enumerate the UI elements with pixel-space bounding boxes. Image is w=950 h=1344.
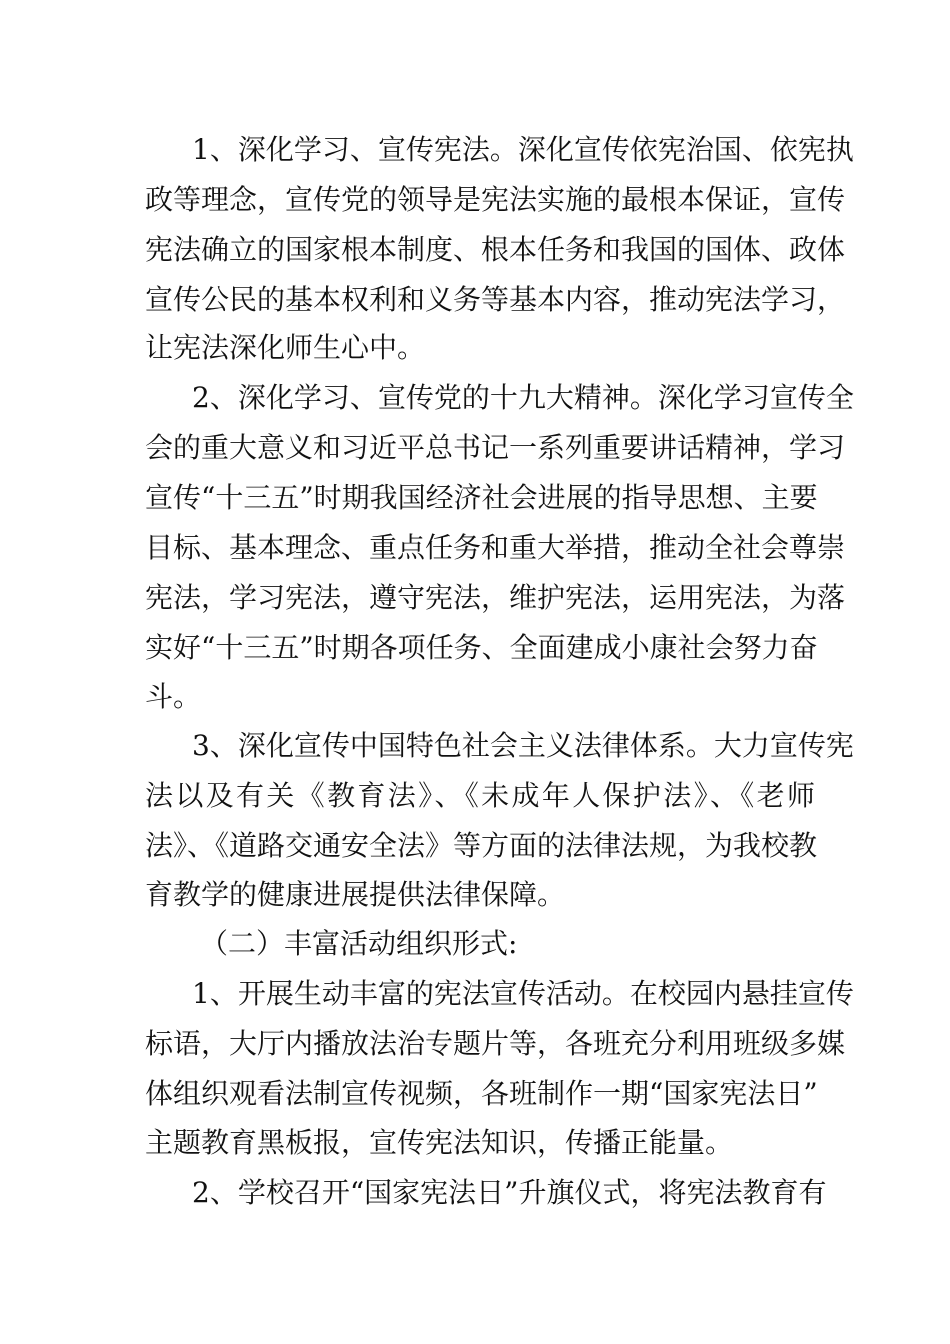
paragraph-1-line-1: 1、深化学习、宣传宪法。深化宣传依宪治国、依宪执 — [192, 133, 854, 166]
paragraph-1-line-5: 让宪法深化师生心中。 — [145, 331, 426, 364]
paragraph-4-line-1: 1、开展生动丰富的宪法宣传活动。在校园内悬挂宣传 — [192, 977, 854, 1010]
paragraph-4-line-2: 标语，大厅内播放法治专题片等，各班充分利用班级多媒 — [145, 1027, 846, 1060]
paragraph-1-line-4: 宣传公民的基本权利和义务等基本内容，推动宪法学习， — [145, 283, 846, 316]
paragraph-5-line-1: 2、学校召开“国家宪法日”升旗仪式，将宪法教育有 — [192, 1176, 827, 1209]
paragraph-4-line-3: 体组织观看法制宣传视频，各班制作一期“国家宪法日” — [145, 1077, 818, 1110]
paragraph-2-line-5: 宪法，学习宪法，遵守宪法，维护宪法，运用宪法，为落 — [145, 581, 846, 614]
paragraph-2-line-3: 宣传“十三五”时期我国经济社会进展的指导思想、主要 — [145, 481, 818, 514]
paragraph-2-line-7: 斗。 — [145, 680, 202, 713]
paragraph-2-line-6: 实好“十三五”时期各项任务、全面建成小康社会努力奋 — [145, 631, 818, 664]
paragraph-3-line-1: 3、深化宣传中国特色社会主义法律体系。大力宣传宪 — [192, 729, 854, 762]
paragraph-3-line-2: 法以及有关《教育法》、《未成年人保护法》、《老师 — [145, 779, 815, 812]
paragraph-2-line-2: 会的重大意义和习近平总书记一系列重要讲话精神，学习 — [145, 431, 846, 464]
paragraph-3-line-4: 育教学的健康进展提供法律保障。 — [145, 878, 566, 911]
paragraph-1-line-2: 政等理念，宣传党的领导是宪法实施的最根本保证，宣传 — [145, 183, 846, 216]
paragraph-4-line-4: 主题教育黑板报，宣传宪法知识，传播正能量。 — [145, 1126, 734, 1159]
paragraph-2-line-1: 2、深化学习、宣传党的十九大精神。深化学习宣传全 — [192, 381, 854, 414]
section-heading: （二）丰富活动组织形式: — [200, 927, 518, 960]
paragraph-3-line-3: 法》、《道路交通安全法》等方面的法律法规，为我校教 — [145, 829, 818, 862]
paragraph-2-line-4: 目标、基本理念、重点任务和重大举措，推动全社会尊崇 — [145, 531, 846, 564]
paragraph-1-line-3: 宪法确立的国家根本制度、根本任务和我国的国体、政体 — [145, 233, 846, 266]
